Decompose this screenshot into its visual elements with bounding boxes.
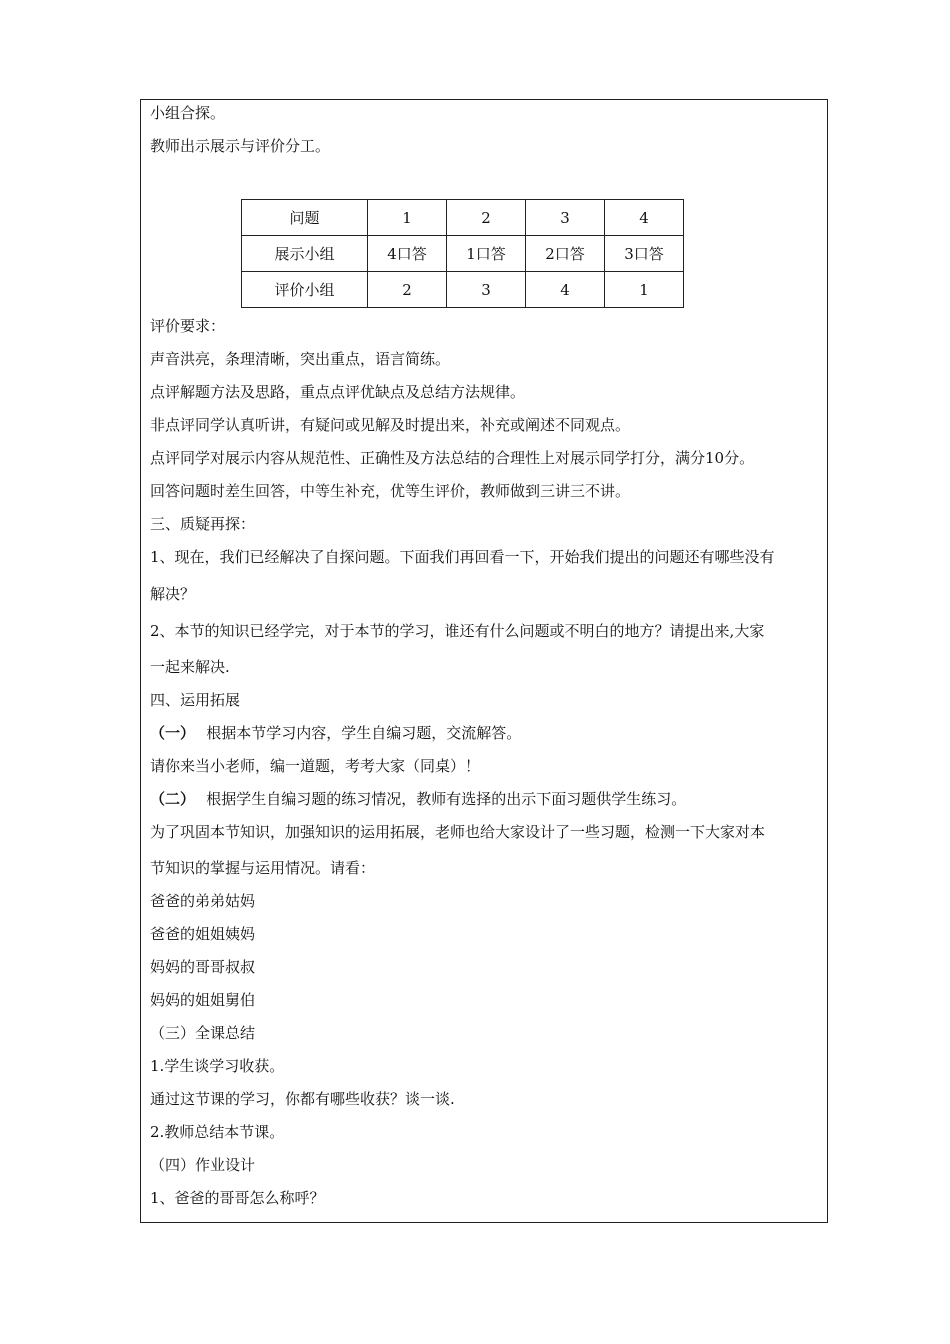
summary-item: 2.教师总结本节课。 bbox=[150, 1123, 285, 1141]
table-row bbox=[242, 200, 684, 236]
exercise-item: 爸爸的弟弟姑妈 bbox=[150, 892, 256, 910]
homework-item: 1、爸爸的哥哥怎么称呼？ bbox=[150, 1189, 325, 1207]
question-1-line1: 1、现在，我们已经解决了自探问题。下面我们再回看一下，开始我们提出的问题还有哪些没有 bbox=[150, 548, 775, 566]
exercise-item: 妈妈的哥哥叔叔 bbox=[150, 958, 256, 976]
evaluation-item: 点评同学对展示内容从规范性、正确性及方法总结的合理性上对展示同学打分，满分10分。 bbox=[150, 449, 755, 467]
table-cell: 4 bbox=[605, 200, 684, 236]
exercise-item: 爸爸的姐姐姨妈 bbox=[150, 925, 256, 943]
part1-line bbox=[150, 723, 521, 743]
evaluation-item: 非点评同学认真听讲，有疑问或见解及时提出来，补充或阐述不同观点。 bbox=[150, 416, 631, 434]
part2-line bbox=[150, 789, 686, 809]
exercise-item: 妈妈的姐姐舅伯 bbox=[150, 991, 256, 1009]
part2-text: 根据学生自编习题的练习情况，教师有选择的出示下面习题供学生练习。 bbox=[206, 790, 687, 808]
table-cell: 3 bbox=[447, 272, 526, 308]
table-row bbox=[242, 272, 684, 308]
table-cell: 展示小组 bbox=[242, 236, 368, 272]
evaluation-item: 点评解题方法及思路，重点点评优缺点及总结方法规律。 bbox=[150, 383, 526, 401]
table-cell: 评价小组 bbox=[242, 272, 368, 308]
question-2-line2: 一起来解决. bbox=[150, 658, 230, 676]
table-cell: 2口答 bbox=[526, 236, 605, 272]
part2-line2: 节知识的掌握与运用情况。请看： bbox=[150, 859, 376, 877]
table-cell: 3口答 bbox=[605, 236, 684, 272]
homework-heading: （四）作业设计 bbox=[150, 1156, 256, 1174]
part2-marker: （二） bbox=[150, 790, 196, 808]
table-cell: 2 bbox=[447, 200, 526, 236]
evaluation-heading: 评价要求： bbox=[150, 317, 226, 335]
table-cell: 2 bbox=[368, 272, 447, 308]
summary-item: 1.学生谈学习收获。 bbox=[150, 1057, 285, 1075]
table-cell: 1 bbox=[368, 200, 447, 236]
teacher-division-text: 教师出示展示与评价分工。 bbox=[150, 137, 331, 155]
evaluation-item: 回答问题时差生回答，中等生补充，优等生评价，教师做到三讲三不讲。 bbox=[150, 482, 631, 500]
table-cell: 3 bbox=[526, 200, 605, 236]
question-1-line2: 解决？ bbox=[150, 585, 196, 603]
table-cell: 1口答 bbox=[447, 236, 526, 272]
table-row bbox=[242, 236, 684, 272]
table-cell: 1 bbox=[605, 272, 684, 308]
group-explore-text: 小组合探。 bbox=[150, 104, 226, 122]
summary-heading: （三）全课总结 bbox=[150, 1024, 256, 1042]
part1-text: 根据本节学习内容，学生自编习题，交流解答。 bbox=[206, 724, 522, 742]
section3-heading: 三、质疑再探： bbox=[150, 515, 256, 533]
table-cell: 4 bbox=[526, 272, 605, 308]
question-2-line1: 2、本节的知识已经学完，对于本节的学习，谁还有什么问题或不明白的地方？请提出来,大家 bbox=[150, 622, 765, 640]
part2-line1: 为了巩固本节知识，加强知识的运用拓展，老师也给大家设计了一些习题，检测一下大家对本 bbox=[150, 823, 766, 841]
assignment-table bbox=[241, 199, 684, 308]
table-cell: 问题 bbox=[242, 200, 368, 236]
table-cell: 4口答 bbox=[368, 236, 447, 272]
part1-prompt: 请你来当小老师，编一道题，考考大家（同桌）！ bbox=[150, 757, 481, 775]
section4-heading: 四、运用拓展 bbox=[150, 691, 241, 709]
evaluation-item: 声音洪亮，条理清晰，突出重点，语言简练。 bbox=[150, 350, 451, 368]
summary-prompt: 通过这节课的学习，你都有哪些收获？谈一谈. bbox=[150, 1090, 455, 1108]
part1-marker: （一） bbox=[150, 724, 196, 742]
